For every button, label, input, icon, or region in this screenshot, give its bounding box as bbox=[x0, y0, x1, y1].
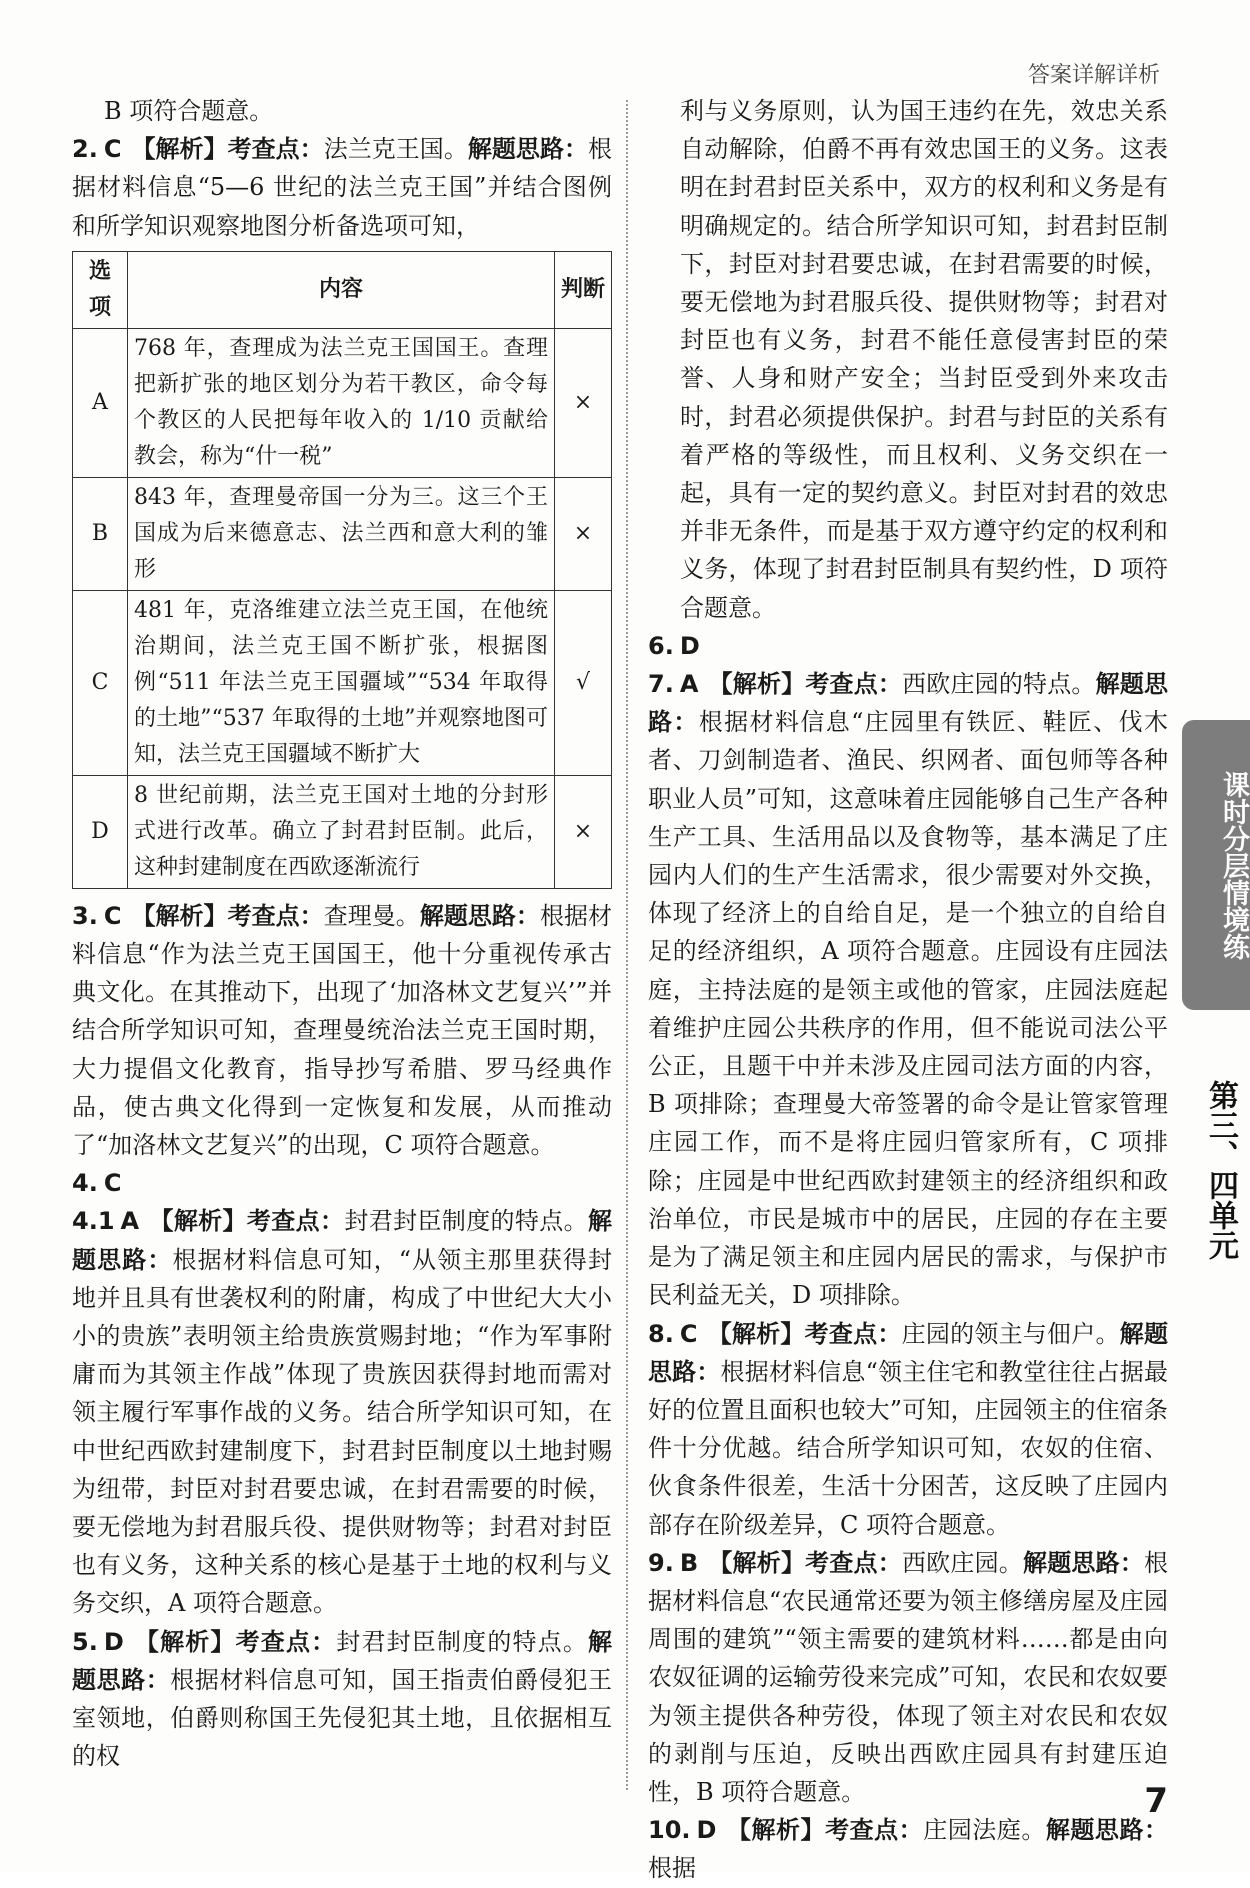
table-cell-mark: √ bbox=[555, 590, 612, 775]
table-cell-option: D bbox=[73, 775, 128, 888]
question-6 bbox=[648, 627, 1168, 665]
q8-text: 根据材料信息“领主住宅和教堂往往占据最好的位置且面积也较大”可知，庄园领主的住宿条件十分优越。结合所学知识可知，农奴的住宿、伙食条件很差，生活十分困苦，这反映了庄园内部存在阶级差异，C 项符合题意。 bbox=[648, 1357, 1168, 1539]
side-unit-label: 第三、四单元 bbox=[1203, 1080, 1238, 1260]
table-header-content: 内容 bbox=[128, 251, 555, 328]
q4-answer: C bbox=[103, 1169, 122, 1198]
q6-answer: D bbox=[679, 631, 700, 660]
q41-number: 4.1 bbox=[72, 1207, 115, 1236]
right-column bbox=[648, 92, 1168, 1888]
question-3 bbox=[72, 897, 612, 1164]
q10-topic: 庄园法庭。 bbox=[923, 1816, 1046, 1845]
q7-text: 根据材料信息“庄园里有铁匠、鞋匠、伐木者、刀剑制造者、渔民、织网者、面包师等各种职业人员”可知，这意味着庄园能够自己生产各种生产工具、生活用品以及食物等，基本满足了庄园内人们的生产生活需求，很少需要对外交换，体现了经济上的自给自足，是一个独立的自给自足的经济组织，A 项符合题意。庄园设有庄园法庭，主持法庭的是领主或他的管家，庄园法庭起着维护庄园公共秩序的作用，但不能说司法公平公正，且题干中并未涉及庄园司法方面的内容，B 项排除；查理曼大帝签署的命令是让管家管理庄园工作，而不是将庄园归管家所有，C 项排除；庄园是中世纪西欧封建领主的经济组织和政治单位，市民是城市中的居民，庄园的存在主要是为了满足领主和庄园内居民的需求，与保护市民利益无关，D 项排除。 bbox=[648, 708, 1168, 1310]
q9-text: 根据材料信息“农民通常还要为领主修缮房屋及庄园周围的建筑”“领主需要的建筑材料……都是由向农奴征调的运输劳役来完成”可知，农民和农奴要为领主提供各种劳役，体现了领主对农民和农奴的剥削与压迫，反映出西欧庄园具有封建压迫性，B 项符合题意。 bbox=[648, 1548, 1169, 1806]
table-cell-content: 843 年，查理曼帝国一分为三。这三个王国成为后来德意志、法兰西和意大利的雏形 bbox=[128, 477, 555, 590]
q6-number: 6. bbox=[648, 631, 674, 660]
table-cell-option: B bbox=[73, 477, 128, 590]
q10-answer: D bbox=[696, 1816, 717, 1845]
question-5 bbox=[72, 1623, 612, 1776]
q7-tag: 【解析】考查点： bbox=[708, 670, 903, 699]
table-cell-content: 768 年，查理成为法兰克王国国王。查理把新扩张的地区划分为若干教区，命令每个教区的人民把每年收入的 1/10 贡献给教会，称为“什一税” bbox=[128, 328, 555, 477]
q2-topic: 法兰克王国。 bbox=[323, 135, 468, 164]
q5-number: 5. bbox=[72, 1627, 98, 1656]
header-title: 答案详解详析 bbox=[1027, 63, 1160, 88]
q41-answer: A bbox=[120, 1207, 140, 1236]
q5-continuation-text: 利与义务原则，认为国王违约在先，效忠关系自动解除，伯爵不再有效忠国王的义务。这表明在封君封臣关系中，双方的权利和义务是有明确规定的。结合所学知识可知，封君封臣制下，封臣对封君要忠诚，在封君需要的时候，要无偿地为封君服兵役、提供财物等；封君对封臣也有义务，封君不能任意侵害封臣的荣誉、人身和财产安全；当封臣受到外来攻击时，封君必须提供保护。封君与封臣的关系有着严格的等级性，而且权利、义务交织在一起，具有一定的契约意义。封臣对封君的效忠并非无条件，而是基于双方遵守约定的权利和义务，体现了封君封臣制具有契约性，D 项符合题意。 bbox=[680, 97, 1168, 622]
question-8 bbox=[648, 1315, 1168, 1544]
q2-approach-label: 解题思路： bbox=[467, 135, 589, 164]
question-10 bbox=[648, 1811, 1168, 1887]
table-cell-mark: × bbox=[555, 477, 612, 590]
q41-approach-label: 解题思路： bbox=[72, 1207, 613, 1274]
left-column bbox=[72, 92, 612, 1775]
table-row bbox=[73, 328, 612, 477]
column-divider bbox=[626, 100, 628, 1790]
table-cell-content: 8 世纪前期，法兰克王国对土地的分封形式进行改革。确立了封君封臣制。此后，这种封建制度在西欧逐渐流行 bbox=[128, 775, 555, 888]
table-cell-option: C bbox=[73, 590, 128, 775]
q41-tag: 【解析】考查点： bbox=[149, 1207, 345, 1236]
options-table bbox=[72, 251, 612, 889]
table-header-judgement: 判断 bbox=[555, 251, 612, 328]
q41-text: 根据材料信息可知，“从领主那里获得封地并且具有世袭权利的附庸，构成了中世纪大大小小的贵族”表明领主给贵族赏赐封地；“作为军事附庸而为其领主作战”体现了贵族因获得封地而需对领主履行军事作战的义务。结合所学知识可知，在中世纪西欧封建制度下，封君封臣制度以土地封赐为纽带，封臣对封君要忠诚，在封君需要的时候，要无偿地为封君服兵役、提供财物等；封君对封臣也有义务，这种关系的核心是基于土地的权利与义务交织，A 项符合题意。 bbox=[72, 1245, 613, 1618]
q8-answer: C bbox=[679, 1319, 698, 1348]
q5-answer: D bbox=[103, 1627, 124, 1656]
q3-topic: 查理曼。 bbox=[323, 901, 420, 930]
q5-text: 根据材料信息可知，国王指责伯爵侵犯王室领地，伯爵则称国王先侵犯其土地，且依据相互的权 bbox=[72, 1665, 613, 1771]
question-4-1 bbox=[72, 1202, 612, 1622]
q7-answer: A bbox=[679, 670, 699, 699]
q3-number: 3. bbox=[72, 901, 98, 930]
table-row bbox=[73, 477, 612, 590]
q5-continuation bbox=[648, 92, 1168, 627]
question-9 bbox=[648, 1544, 1168, 1811]
q9-tag: 【解析】考查点： bbox=[708, 1548, 902, 1577]
q2-text: 根据材料信息“5—6 世纪的法兰克王国”并结合图例和所学知识观察地图分析备选项可知， bbox=[72, 135, 613, 240]
q10-number: 10. bbox=[648, 1816, 691, 1845]
q7-topic: 西欧庄园的特点。 bbox=[902, 670, 1096, 699]
q10-text: 根据 bbox=[648, 1854, 696, 1883]
table-cell-mark: × bbox=[555, 775, 612, 888]
table-cell-mark: × bbox=[555, 328, 612, 477]
page-number: 7 bbox=[1144, 1781, 1168, 1821]
q7-approach-label: 解题思路： bbox=[648, 670, 1169, 737]
q5-topic: 封君封臣制度的特点。 bbox=[336, 1627, 589, 1656]
q5-approach-label: 解题思路： bbox=[72, 1627, 613, 1694]
q7-number: 7. bbox=[648, 670, 674, 699]
q2-tag: 【解析】考查点： bbox=[131, 135, 324, 164]
q3-tag: 【解析】考查点： bbox=[131, 901, 324, 930]
q3-approach-label: 解题思路： bbox=[419, 901, 540, 930]
q3-answer: C bbox=[103, 901, 122, 930]
q2-answer: C bbox=[103, 135, 122, 164]
q8-topic: 庄园的领主与佃户。 bbox=[901, 1319, 1120, 1348]
table-header-row bbox=[73, 251, 612, 328]
q1-tail-text: B 项符合题意。 bbox=[104, 97, 274, 125]
q8-number: 8. bbox=[648, 1319, 674, 1348]
q1-tail bbox=[72, 92, 612, 130]
q9-answer: B bbox=[679, 1548, 699, 1577]
table-cell-option: A bbox=[73, 328, 128, 477]
q41-topic: 封君封臣制度的特点。 bbox=[344, 1207, 589, 1236]
question-4 bbox=[72, 1164, 612, 1202]
q5-tag: 【解析】考查点： bbox=[133, 1627, 337, 1656]
q4-number: 4. bbox=[72, 1169, 98, 1198]
q8-approach-label: 解题思路： bbox=[648, 1319, 1169, 1386]
question-2 bbox=[72, 130, 612, 245]
q8-tag: 【解析】考查点： bbox=[707, 1319, 902, 1348]
q2-number: 2. bbox=[72, 135, 98, 164]
table-cell-content: 481 年，克洛维建立法兰克王国，在他统治期间，法兰克王国不断扩张，根据图例“511 年法兰克王国疆域”“534 年取得的土地”“537 年取得的土地”并观察地图可知，法兰克王国疆域不断扩大 bbox=[128, 590, 555, 775]
table-row bbox=[73, 590, 612, 775]
q10-tag: 【解析】考查点： bbox=[726, 1816, 924, 1845]
q9-topic: 西欧庄园。 bbox=[901, 1548, 1023, 1577]
table-row bbox=[73, 775, 612, 888]
q3-text: 根据材料信息“作为法兰克王国国王，他十分重视传承古典文化。在其推动下，出现了‘加洛林文艺复兴’”并结合所学知识可知，查理曼统治法兰克王国时期，大力提倡文化教育，指导抄写希腊、罗马经典作品，使古典文化得到一定恢复和发展，从而推动了“加洛林文艺复兴”的出现，C 项符合题意。 bbox=[72, 901, 613, 1160]
q10-approach-label: 解题思路： bbox=[1045, 1816, 1168, 1845]
table-header-option: 选项 bbox=[73, 251, 128, 328]
side-tab-section: 课时分层情境练 bbox=[1182, 720, 1250, 1010]
q9-approach-label: 解题思路： bbox=[1023, 1548, 1145, 1577]
question-7 bbox=[648, 665, 1168, 1314]
q9-number: 9. bbox=[648, 1548, 674, 1577]
